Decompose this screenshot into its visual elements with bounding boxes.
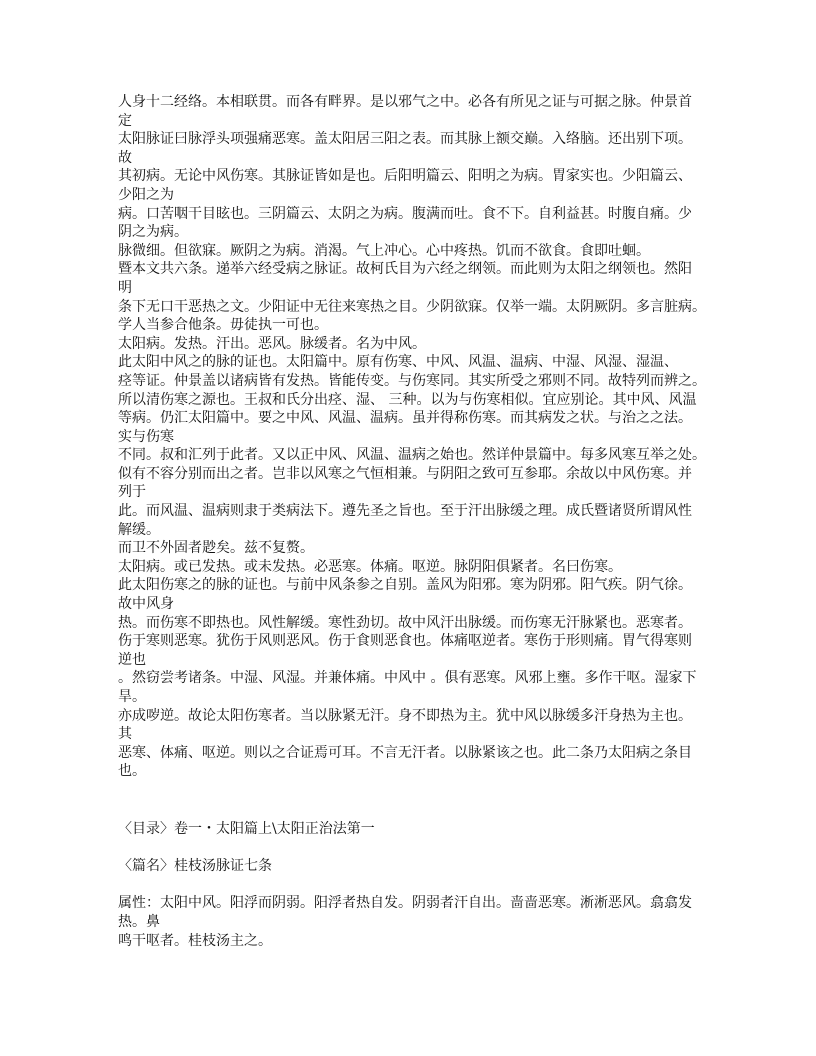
text-line: 学人当参合他条。毋徒执一可也。 [118, 317, 328, 334]
text-line: 暨本文共六条。递举六经受病之脉证。故柯氏目为六经之纲领。而此则为太阳之纲领也。然阳 [118, 261, 692, 278]
text-line: 伤于寒则恶寒。犹伤于风则恶风。伤于食则恶食也。体痛呕逆者。寒伤于形则痛。胃气得寒则 [118, 633, 692, 650]
text-line: 脉微细。但欲寐。厥阴之为病。消渴。气上冲心。心中疼热。饥而不欲食。食即吐蛔。 [118, 242, 650, 259]
text-line: 等病。仍汇太阳篇中。要之中风、风温、温病。虽并得称伤寒。而其病发之状。与治之之法。 [118, 410, 692, 427]
text-line: 热。而伤寒不即热也。风性解缓。寒性劲切。故中风汗出脉缓。而伤寒无汗脉紧也。恶寒者。 [118, 614, 692, 631]
text-line: 解缓。 [118, 521, 160, 538]
text-line: 列于 [118, 484, 146, 501]
catalog-line: 〈目录〉卷一・太阳篇上\太阳正治法第一 [118, 820, 375, 837]
text-line: 恶寒、体痛、呕逆。则以之合证焉可耳。不言无汗者。以脉紧该之也。此二条乃太阳病之条目 [118, 744, 692, 761]
attribute-text [118, 894, 718, 950]
text-line: 。然窃尝考诸条。中湿、风湿。并兼体痛。中风中 。俱有恶寒。风邪上壅。多作干呕。湿家下 [118, 670, 697, 687]
attribute-line: 鸣干呕者。桂枝汤主之。 [118, 932, 272, 949]
text-line: 而卫不外固者尟矣。兹不复赘。 [118, 540, 314, 557]
attribute-line: 热。鼻 [118, 913, 160, 930]
text-line: 定 [118, 112, 132, 129]
text-line: 所以清伤寒之源也。王叔和氏分出痉、湿、 三种。以为与伤寒相似。宜应别论。其中风、风温 [118, 391, 697, 408]
spacer [118, 876, 718, 895]
body-text [118, 93, 718, 781]
text-line: 也。 [118, 763, 146, 780]
chapter-title: 〈篇名〉桂枝汤脉证七条 [118, 858, 272, 875]
spacer [118, 839, 718, 858]
text-line: 太阳病。或已发热。或未发热。必恶寒。体痛。呕逆。脉阴阳俱紧者。名曰伤寒。 [118, 558, 622, 575]
text-line: 人身十二经络。本相联贯。而各有畔界。是以邪气之中。必各有所见之证与可据之脉。仲景首 [118, 94, 692, 110]
text-line: 少阳之为 [118, 186, 174, 203]
text-line: 病。口苦咽干目眩也。三阴篇云、太阴之为病。腹满而吐。食不下。自利益甚。时腹自痛。少 [118, 205, 692, 222]
text-line: 其 [118, 726, 132, 743]
text-line: 实与伤寒 [118, 428, 174, 445]
text-line: 其初病。无论中风伤寒。其脉证皆如是也。后阳明篇云、阳明之为病。胃家实也。少阳篇云、 [118, 168, 692, 185]
text-line: 故中风身 [118, 596, 174, 613]
text-line: 此太阳伤寒之的脉的证也。与前中风条参之自别。盖风为阳邪。寒为阴邪。阳气疾。阴气徐。 [118, 577, 692, 594]
text-line: 条下无口干恶热之文。少阳证中无往来寒热之目。少阴欲寐。仅举一端。太阴厥阴。多言脏病。 [118, 298, 706, 315]
text-line: 此。而风温、温病则隶于类病法下。遵先圣之旨也。至于汗出脉缓之理。成氏暨诸贤所谓风性 [118, 503, 692, 520]
text-line: 太阳病。发热。汗出。恶风。脉缓者。名为中风。 [118, 335, 426, 352]
text-line: 亦成哕逆。故论太阳伤寒者。当以脉紧无汗。身不即热为主。犹中风以脉缓多汗身热为主也。 [118, 707, 692, 724]
text-line: 旱。 [118, 689, 146, 705]
spacer [118, 781, 718, 820]
text-line: 此太阳中风之的脉的证也。太阳篇中。原有伤寒、中风、风温、温病、中湿、风湿、湿温、 [118, 354, 678, 371]
text-line: 似有不容分别而出之者。岂非以风寒之气恒相兼。与阴阳之致可互参耶。余故以中风伤寒。并 [118, 465, 692, 482]
text-line: 不同。叔和汇列于此者。又以正中风、风温、温病之始也。然详仲景篇中。每多风寒互举之处。 [118, 447, 706, 464]
text-line: 痉等证。仲景盖以诸病皆有发热。皆能传变。与伤寒同。其实所受之邪则不同。故特列而辨之。 [118, 372, 706, 389]
text-line: 太阳脉证曰脉浮头项强痛恶寒。盖太阳居三阳之表。而其脉上额交巅。入络脑。还出别下项。 [118, 131, 692, 148]
document-body [118, 93, 718, 950]
text-line: 阴之为病。 [118, 224, 188, 241]
text-line: 故 [118, 149, 132, 166]
text-line: 明 [118, 279, 132, 296]
text-line: 逆也 [118, 651, 146, 668]
attribute-line: 属性：太阳中风。阳浮而阴弱。阳浮者热自发。阴弱者汗自出。啬啬恶寒。淅淅恶风。翕翕发 [118, 895, 692, 912]
